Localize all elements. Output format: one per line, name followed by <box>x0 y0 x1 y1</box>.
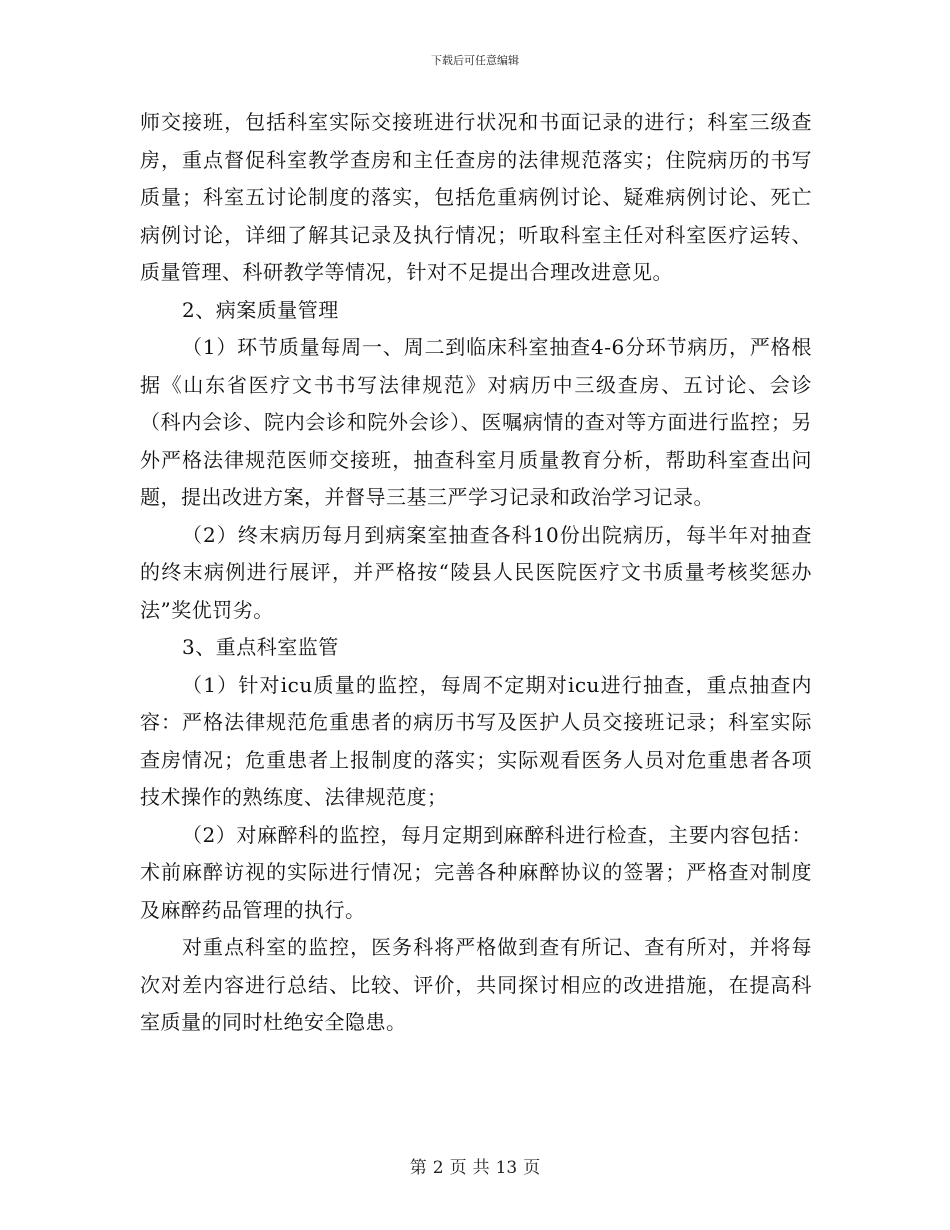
page-header: 下载后可任意编辑 <box>431 54 519 67</box>
footer-suffix: 页 <box>523 1158 541 1178</box>
footer-page-word: 页 <box>449 1158 467 1178</box>
paragraph-link-quality: （1）环节质量每周一、周二到临床科室抽查4-6分环节病历，严格根据《山东省医疗文书书写法律规范》对病历中三级查房、五讨论、会诊（科内会诊、院内会诊和院外会诊）、医嘱病情的查对等方面进行监控；另外严格法律规范医师交接班，抽查科室月质量教育分析，帮助科室查出问题，提出改进方案，并督导三基三严学习记录和政治学习记录。 <box>140 335 812 509</box>
paragraph-icu-monitoring: （1）针对icu质量的监控，每周不定期对icu进行抽查，重点抽查内容：严格法律规范危重患者的病历书写及医护人员交接班记录；科室实际查房情况；危重患者上报制度的落实；实际观看医务人员对危重患者各项技术操作的熟练度、法律规范度； <box>140 672 812 809</box>
footer-total-pages: 13 <box>495 1158 518 1178</box>
paragraph-final-records: （2）终末病历每月到病案室抽查各科10份出院病历，每半年对抽查的终末病例进行展评，并严格按“陵县人民医院医疗文书质量考核奖惩办法”奖优罚劣。 <box>140 522 812 622</box>
footer-page-number: 2 <box>432 1158 444 1178</box>
section-heading-case-quality: 2、病案质量管理 <box>182 297 339 322</box>
page-footer <box>0 1153 950 1178</box>
footer-total-prefix: 共 <box>472 1158 490 1178</box>
footer-prefix: 第 <box>409 1158 427 1178</box>
paragraph-anesthesia-monitoring: （2）对麻醉科的监控，每月定期到麻醉科进行检查，主要内容包括：术前麻醉访视的实际进行情况；完善各种麻醉协议的签署；严格查对制度及麻醉药品管理的执行。 <box>140 822 812 922</box>
document-body <box>140 104 812 1042</box>
paragraph-1: 师交接班，包括科室实际交接班进行状况和书面记录的进行；科室三级查房，重点督促科室教学查房和主任查房的法律规范落实；住院病历的书写质量；科室五讨论制度的落实，包括危重病例讨论、疑难病例讨论、死亡病例讨论，详细了解其记录及执行情况；听取科室主任对科室医疗运转、质量管理、科研教学等情况，针对不足提出合理改进意见。 <box>140 110 812 284</box>
section-heading-key-departments: 3、重点科室监管 <box>182 635 339 659</box>
paragraph-conclusion: 对重点科室的监控，医务科将严格做到查有所记、查有所对，并将每次对差内容进行总结、比较、评价，共同探讨相应的改进措施，在提高科室质量的同时杜绝安全隐患。 <box>140 935 812 1034</box>
